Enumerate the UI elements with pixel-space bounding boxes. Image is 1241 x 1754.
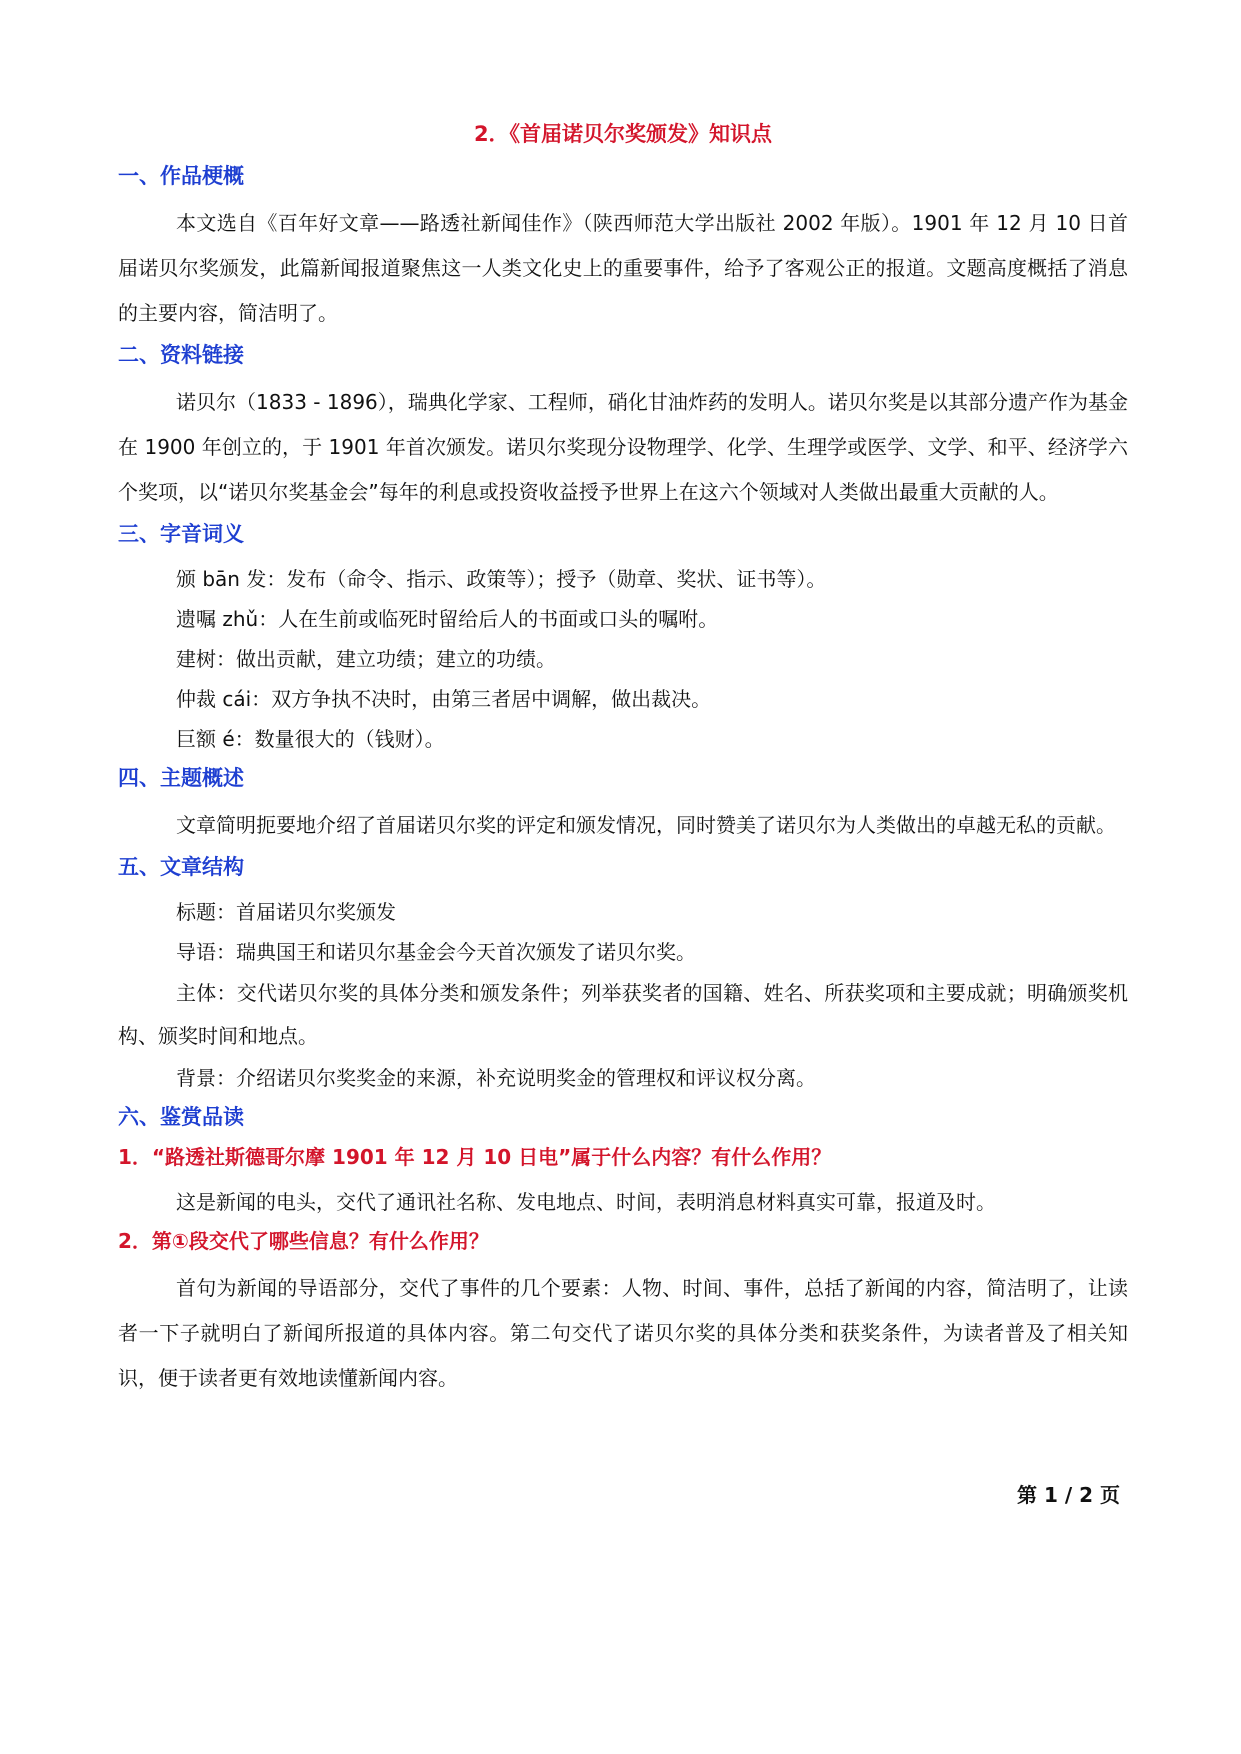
answer: 首句为新闻的导语部分，交代了事件的几个要素：人物、时间、事件，总括了新闻的内容，简洁明了，让读者一下子就明白了新闻所报道的具体内容。第二句交代了诺贝尔奖的具体分类和获奖条件，为读者普及了相关知识，便于读者更有效地读懂新闻内容。	[118, 1276, 1128, 1390]
vocab-item: 建树：做出贡献，建立功绩；建立的功绩。	[176, 647, 556, 671]
qa-item	[118, 1142, 1128, 1222]
question: 2．第①段交代了哪些信息？有什么作用？	[118, 1229, 489, 1253]
vocab-item: 遗嘱 zhǔ：人在生前或临死时留给后人的书面或口头的嘱咐。	[176, 607, 719, 631]
section-structure	[118, 852, 1128, 1098]
structure-item: 主体：交代诺贝尔奖的具体分类和颁发条件；列举获奖者的国籍、姓名、所获奖项和主要成就；明确颁奖机构、颁奖时间和地点。	[118, 981, 1128, 1048]
section-heading: 二、资料链接	[118, 343, 244, 367]
page-number: 第 1 / 2 页	[1017, 1483, 1120, 1507]
section-theme	[118, 763, 1128, 848]
structure-item: 背景：介绍诺贝尔奖奖金的来源，补充说明奖金的管理权和评议权分离。	[176, 1066, 816, 1090]
answer: 这是新闻的电头，交代了通讯社名称、发电地点、时间，表明消息材料真实可靠，报道及时。	[176, 1190, 996, 1214]
paragraph: 诺贝尔（1833 - 1896），瑞典化学家、工程师，硝化甘油炸药的发明人。诺贝尔奖是以其部分遗产作为基金在 1900 年创立的，于 1901 年首次颁发。诺贝尔奖现分设物理学、化学、生理学或医学、文学、和平、经济学六个奖项，以“诺贝尔奖基金会”每年的利息或投资收益授予世界上在这六个领域对人类做出最重大贡献的人。	[118, 390, 1128, 504]
section-heading: 四、主题概述	[118, 766, 244, 790]
structure-item: 导语：瑞典国王和诺贝尔基金会今天首次颁发了诺贝尔奖。	[176, 940, 696, 964]
paragraph: 文章简明扼要地介绍了首届诺贝尔奖的评定和颁发情况，同时赞美了诺贝尔为人类做出的卓越无私的贡献。	[176, 813, 1116, 837]
section-synopsis	[118, 161, 1128, 336]
document-page	[118, 0, 1128, 1754]
section-heading: 三、字音词义	[118, 522, 244, 546]
question: 1．“路透社斯德哥尔摩 1901 年 12 月 10 日电”属于什么内容？有什么作用？	[118, 1145, 832, 1169]
section-background-info	[118, 340, 1128, 515]
section-heading: 五、文章结构	[118, 855, 244, 879]
section-appreciation	[118, 1102, 1128, 1401]
structure-item: 标题：首届诺贝尔奖颁发	[176, 900, 396, 924]
document-title: 2．《首届诺贝尔奖颁发》知识点	[473, 122, 773, 146]
vocab-item: 颁 bān 发：发布（命令、指示、政策等）；授予（勋章、奖状、证书等）。	[176, 567, 827, 591]
vocab-item: 巨额 é：数量很大的（钱财）。	[176, 727, 445, 751]
qa-item	[118, 1226, 1128, 1401]
section-heading: 一、作品梗概	[118, 164, 244, 188]
section-vocabulary	[118, 519, 1128, 759]
section-heading: 六、鉴赏品读	[118, 1105, 244, 1129]
paragraph: 本文选自《百年好文章——路透社新闻佳作》（陕西师范大学出版社 2002 年版）。1901 年 12 月 10 日首届诺贝尔奖颁发，此篇新闻报道聚焦这一人类文化史上的重要事件，给予了客观公正的报道。文题高度概括了消息的主要内容，简洁明了。	[118, 211, 1128, 325]
document-body	[118, 161, 1128, 1401]
vocab-item: 仲裁 cái：双方争执不决时，由第三者居中调解，做出裁决。	[176, 687, 712, 711]
